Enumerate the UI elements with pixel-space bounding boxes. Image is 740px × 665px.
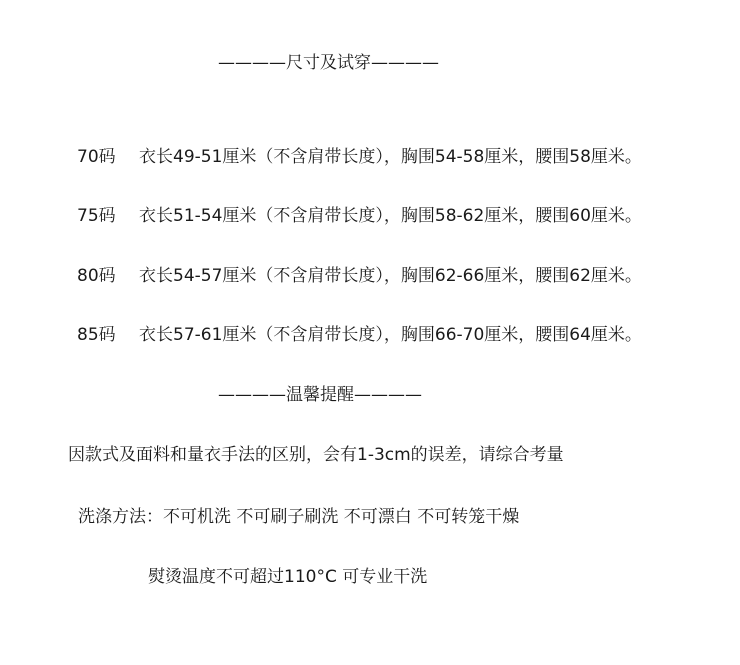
size-row-70 [77, 146, 642, 168]
size-details: 衣长54-57厘米（不含肩带长度），胸围62-66厘米，腰围62厘米。 [139, 266, 642, 286]
size-code: 70码 [77, 147, 116, 167]
size-row-75 [77, 205, 642, 227]
size-section-heading: ————尺寸及试穿———— [218, 53, 439, 73]
error-note: 因款式及面料和量衣手法的区别，会有1-3cm的误差，请综合考量 [68, 445, 564, 465]
size-code: 85码 [77, 325, 116, 345]
ironing-instructions: 熨烫温度不可超过110°C 可专业干洗 [148, 567, 428, 587]
size-row-80 [77, 265, 642, 287]
washing-instructions: 洗涤方法：不可机洗 不可刷子刷洗 不可漂白 不可转笼干燥 [78, 507, 520, 527]
size-code: 75码 [77, 206, 116, 226]
size-details: 衣长57-61厘米（不含肩带长度），胸围66-70厘米，腰围64厘米。 [139, 325, 642, 345]
size-row-85 [77, 324, 642, 346]
reminder-section-heading: ————温馨提醒———— [218, 385, 422, 405]
size-code: 80码 [77, 266, 116, 286]
size-details: 衣长51-54厘米（不含肩带长度），胸围58-62厘米，腰围60厘米。 [139, 206, 642, 226]
size-details: 衣长49-51厘米（不含肩带长度），胸围54-58厘米，腰围58厘米。 [139, 147, 642, 167]
